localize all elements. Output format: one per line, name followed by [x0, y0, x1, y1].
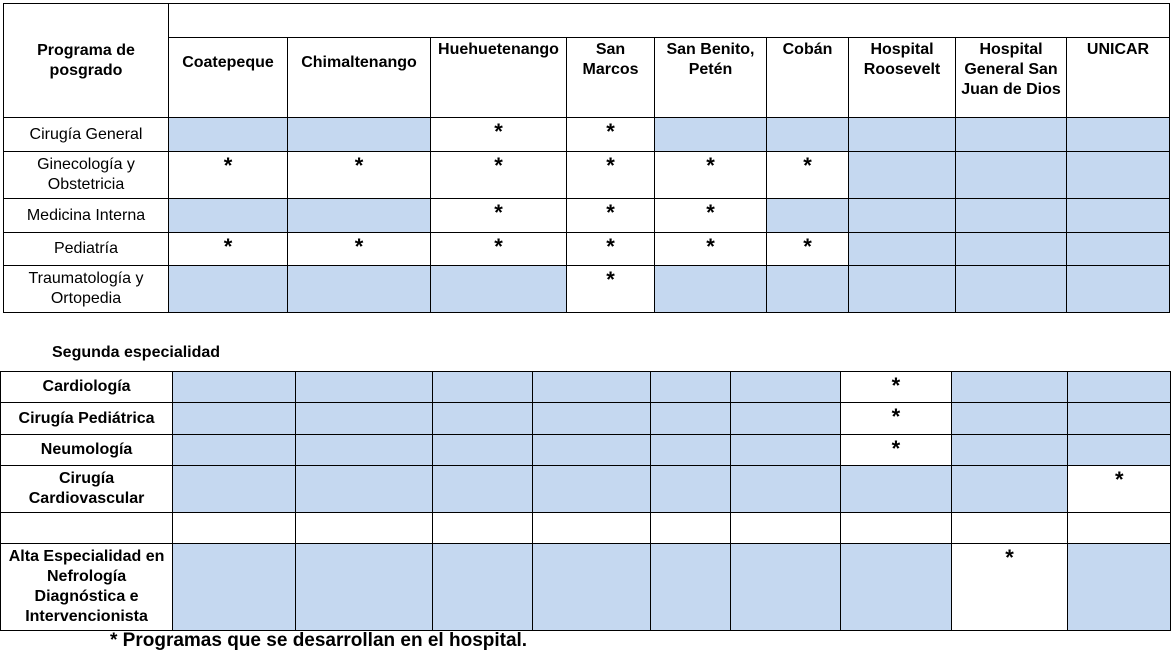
program-mark: * — [288, 233, 431, 266]
row-label: Neumología — [1, 435, 173, 466]
empty-cell — [1068, 544, 1171, 631]
empty-cell — [433, 435, 532, 466]
empty-cell — [951, 435, 1068, 466]
empty-cell — [296, 403, 433, 435]
header-row-top — [4, 4, 1170, 38]
program-mark: * — [841, 372, 952, 403]
empty-cell — [731, 403, 841, 435]
row-label: Ginecología y Obstetricia — [4, 152, 169, 199]
program-mark: * — [169, 233, 288, 266]
empty-cell — [767, 266, 849, 313]
empty-cell — [433, 466, 532, 513]
empty-cell — [532, 372, 650, 403]
empty-cell — [288, 199, 431, 233]
empty-cell — [1068, 403, 1171, 435]
empty-cell — [532, 435, 650, 466]
header-row — [4, 38, 1170, 118]
empty-cell — [841, 513, 952, 544]
empty-cell — [532, 544, 650, 631]
empty-cell — [951, 403, 1068, 435]
program-mark: * — [841, 403, 952, 435]
empty-cell — [433, 513, 532, 544]
column-header: Chimaltenango — [288, 38, 431, 118]
column-header: Hospital Roosevelt — [849, 38, 956, 118]
empty-cell — [956, 118, 1067, 152]
empty-cell — [849, 199, 956, 233]
row-label: Traumatología y Ortopedia — [4, 266, 169, 313]
program-mark: * — [951, 544, 1068, 631]
empty-cell — [655, 266, 767, 313]
column-header: San Benito, Petén — [655, 38, 767, 118]
empty-cell — [1068, 435, 1171, 466]
empty-cell — [433, 403, 532, 435]
program-mark: * — [567, 233, 655, 266]
empty-cell — [849, 233, 956, 266]
row-label: Medicina Interna — [4, 199, 169, 233]
empty-cell — [951, 372, 1068, 403]
program-mark: * — [567, 152, 655, 199]
empty-cell — [1067, 233, 1170, 266]
table-row — [4, 118, 1170, 152]
empty-cell — [731, 466, 841, 513]
program-mark: * — [567, 118, 655, 152]
empty-cell — [650, 513, 731, 544]
program-mark: * — [431, 199, 567, 233]
program-mark: * — [567, 199, 655, 233]
empty-cell — [849, 118, 956, 152]
empty-cell — [650, 435, 731, 466]
undergraduate-programs-table — [3, 3, 1170, 313]
empty-cell — [956, 152, 1067, 199]
table-row — [1, 544, 1171, 631]
empty-cell — [296, 466, 433, 513]
row-label — [1, 513, 173, 544]
table-row — [4, 266, 1170, 313]
empty-cell — [1067, 199, 1170, 233]
column-header: San Marcos — [567, 38, 655, 118]
empty-cell — [731, 513, 841, 544]
empty-cell — [650, 544, 731, 631]
empty-cell — [956, 266, 1067, 313]
empty-cell — [532, 513, 650, 544]
empty-cell — [296, 544, 433, 631]
empty-cell — [1068, 372, 1171, 403]
empty-cell — [288, 118, 431, 152]
footnote: * Programas que se desarrollan en el hospital. — [110, 630, 528, 651]
empty-cell — [169, 266, 288, 313]
program-mark: * — [655, 233, 767, 266]
program-mark: * — [431, 233, 567, 266]
empty-cell — [951, 466, 1068, 513]
empty-cell — [767, 118, 849, 152]
empty-cell — [731, 544, 841, 631]
section-title: Segunda especialidad — [52, 344, 221, 361]
empty-cell — [849, 152, 956, 199]
row-label: Cirugía Pediátrica — [1, 403, 173, 435]
empty-cell — [433, 544, 532, 631]
column-header: Coatepeque — [169, 38, 288, 118]
empty-cell — [173, 466, 296, 513]
table-row — [1, 466, 1171, 513]
empty-cell — [956, 199, 1067, 233]
empty-cell — [296, 372, 433, 403]
empty-cell — [841, 544, 952, 631]
column-header: Huehuetenango — [431, 38, 567, 118]
table-row — [4, 233, 1170, 266]
header-span-empty — [169, 4, 1170, 38]
empty-cell — [173, 513, 296, 544]
program-mark: * — [767, 152, 849, 199]
row-label: Pediatría — [4, 233, 169, 266]
empty-cell — [433, 372, 532, 403]
empty-cell — [532, 466, 650, 513]
program-mark: * — [767, 233, 849, 266]
empty-cell — [767, 199, 849, 233]
table-row — [4, 152, 1170, 199]
empty-cell — [173, 435, 296, 466]
column-header: Cobán — [767, 38, 849, 118]
table-row — [1, 513, 1171, 544]
empty-cell — [173, 544, 296, 631]
table-row — [1, 435, 1171, 466]
empty-cell — [1067, 266, 1170, 313]
empty-cell — [296, 435, 433, 466]
row-label: Alta Especialidad en Nefrología Diagnóstica e Intervencionista — [1, 544, 173, 631]
row-label: Cirugía Cardiovascular — [1, 466, 173, 513]
empty-cell — [1067, 152, 1170, 199]
corner-header: Programa de posgrado — [4, 4, 169, 118]
program-mark: * — [841, 435, 952, 466]
empty-cell — [849, 266, 956, 313]
empty-cell — [169, 199, 288, 233]
column-header: Hospital General San Juan de Dios — [956, 38, 1067, 118]
empty-cell — [532, 403, 650, 435]
program-mark: * — [655, 152, 767, 199]
empty-cell — [650, 466, 731, 513]
empty-cell — [841, 466, 952, 513]
empty-cell — [731, 372, 841, 403]
program-mark: * — [655, 199, 767, 233]
row-label: Cirugía General — [4, 118, 169, 152]
row-label: Cardiología — [1, 372, 173, 403]
program-mark: * — [431, 118, 567, 152]
program-mark: * — [1068, 466, 1171, 513]
empty-cell — [951, 513, 1068, 544]
empty-cell — [288, 266, 431, 313]
empty-cell — [296, 513, 433, 544]
program-mark: * — [169, 152, 288, 199]
column-header: UNICAR — [1067, 38, 1170, 118]
empty-cell — [1068, 513, 1171, 544]
program-mark: * — [431, 152, 567, 199]
empty-cell — [169, 118, 288, 152]
empty-cell — [956, 233, 1067, 266]
empty-cell — [173, 403, 296, 435]
table-row — [1, 372, 1171, 403]
program-mark: * — [567, 266, 655, 313]
empty-cell — [1067, 118, 1170, 152]
empty-cell — [650, 372, 731, 403]
empty-cell — [655, 118, 767, 152]
empty-cell — [650, 403, 731, 435]
program-mark: * — [288, 152, 431, 199]
table-row — [4, 199, 1170, 233]
second-specialty-table — [0, 371, 1171, 631]
empty-cell — [173, 372, 296, 403]
table-row — [1, 403, 1171, 435]
empty-cell — [431, 266, 567, 313]
empty-cell — [731, 435, 841, 466]
